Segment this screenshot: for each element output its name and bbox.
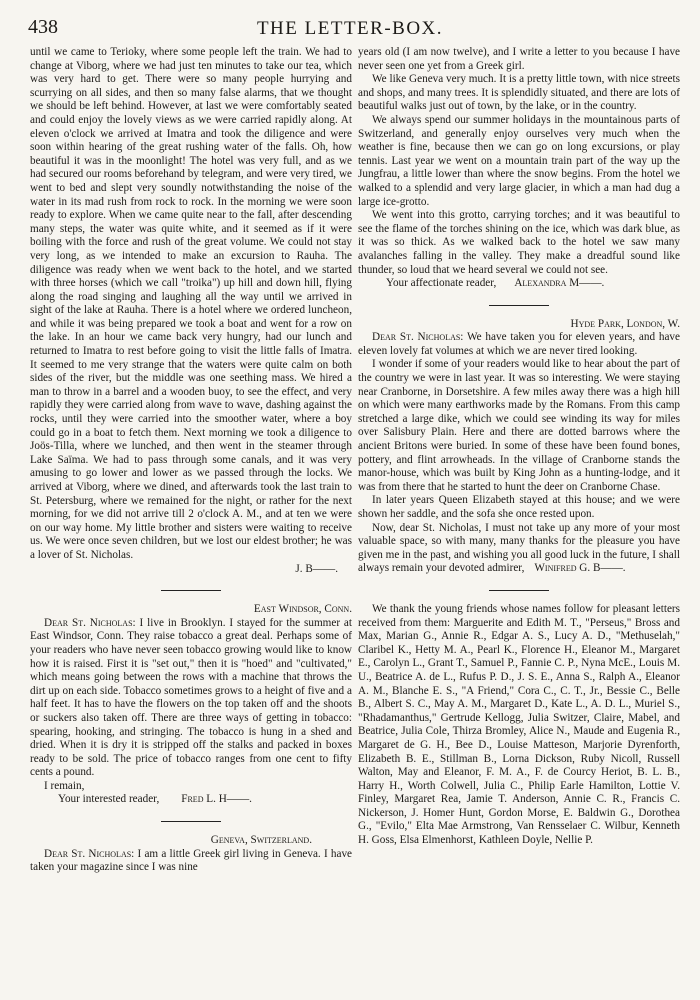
letter-body-text: I live in Brooklyn. I stayed for the summer at East Windsor, Conn. They raise tobacco a great deal. Perhaps some of your readers who have never seen tobacco growing would like to know how it is raised. First it is "set out," then it is "hoed" and "cultivated," which means going between the rows with a machine that throws the dirt up on each side. Tobacco sometimes grows to a height of five and a half feet. It has to have the flowers on the top taken off and the shoots or suckers also taken off. There are three ways of getting in tobacco: spearing, hooking, and stringing. The tobacco is hung in a shed and dried. When it is dry it is stripped off the stalks and packed in boxes ready to be sold. The price of tobacco ranges from one cent to fifty cents a pound.	[30, 616, 353, 779]
letter-salutation: Dear St. Nicholas:	[44, 847, 135, 860]
section-divider	[489, 590, 549, 591]
running-title: THE LETTER-BOX.	[256, 18, 444, 39]
letter-signature: Winifred G. B——.	[534, 562, 626, 575]
letter-continuation-text: years old (I am now twelve), and I write a letter to you because I have never seen one yet from a Greek girl.	[358, 46, 680, 72]
letter-place: Hyde Park, London, W.	[570, 317, 680, 330]
letter-salutation: Dear St. Nicholas:	[372, 331, 464, 344]
closing-text: Your affectionate reader,	[386, 277, 497, 290]
letter-paragraph: We like Geneva very much. It is a pretty little town, with nice streets and shops, and many trees. It is splendidly situated, and there are lots of beautiful walks just out of town, by the lake, or in the country.	[358, 73, 680, 113]
letter-remain: I remain,	[44, 779, 85, 792]
letter-signature: Alexandra M——.	[514, 277, 605, 290]
letter-body	[30, 617, 352, 780]
letter-body-text: We have taken you for eleven years, and have eleven lovely fat volumes at which we are never tired looking.	[358, 331, 680, 357]
letter-continuation-text: until we came to Terioky, where some people left the train. We had to change at Viborg, where we had just ten minutes to take our tea, which was very hard to get. There were so many people hurrying and scurrying on all sides, and then so many false alarms, that we thought we should be left behind. However, at last we were comfortably seated and could enjoy the lovely views as we were carried rapidly along. At eleven o'clock we arrived at Imatra and took the diligence and were soon within hearing of the great rushing water of the falls. Oh, how beautiful it was in the moonlight! The hotel was very full, and as we had secured our rooms beforehand by telegram, and were very tired, we went to bed and slept very soundly notwithstanding the noise of the water in its mad rush from rock to rock. In the morning we were soon ready to explore. When we came quite near to the fall, after descending many steps, the water was quite white, and it seemed as if it were boiling with the force and rush of the great volume. We could not stay very long, as we intended to make an excursion to Rauha. The diligence was ready when we went back to the hotel, and we started with three horses (which we call "troika") up hill and down hill, flying along the road singing and laughing all the way until we arrived in sight of the lake at Rauha. There is a hotel where we ordered luncheon, and while it was being prepared we took a boat and went for a row on the lake. In an hour we came back very hungry, had our lunch and returned to Imatra to rest before going to visit the little falls of Imatra. It seemed to me very strange that the waters were quite calm on both sides of the river, but the middle was one seething mass. We hired a man to throw in a barrel and a wooden buoy, to see the effect, and very rapidly they were carried along from wave to wave, dashing against the rocks, until they were carried into the smoother water, where a boy could go in a boat to fetch them. Next morning we took a diligence to Joös-Tilla, where we lunched, and then went in the steamer through Lake Saïma. We had to pass through some canals, and it was very amusing to go lower and lower as we passed through the locks. We arrived at Viborg, where we dined, and afterwards took the last train to St. Petersburg, where we remained for the night, or rather for the next morning, for we did not arrive till 2 o'clock A. M., and at ten we were on our way home. My little brother and sisters were waiting to receive us. We were once seven children, but we lost our eldest brother; he was a lover of St. Nicholas.	[30, 46, 352, 561]
page-header	[28, 16, 672, 46]
letter-paragraph	[358, 522, 680, 576]
right-column	[358, 46, 680, 848]
letter-place: East Windsor, Conn.	[253, 603, 352, 616]
page-number: 438	[28, 16, 58, 38]
letter-body	[358, 331, 680, 358]
letter-place: Geneva, Switzerland.	[210, 834, 312, 847]
letter-paragraph: We always spend our summer holidays in the mountainous parts of Switzerland, and generally enjoy ourselves very much when the weather is fine, because then we can go on long excursions, or play tennis. Last year we went on a mountain train part of the way up the Jungfrau, a little lower than where the snow begins. From the hotel we walked to a splendid and very large glacier, in which a man had dug a large ice-grotto.	[358, 113, 680, 208]
section-divider	[161, 590, 221, 591]
left-column	[30, 46, 352, 875]
letter-paragraph: In later years Queen Elizabeth stayed at this house; and we were shown her saddle, and the sofa she once rested upon.	[358, 494, 680, 520]
thanks-list: We thank the young friends whose names follow for pleasant letters received from them: Marguerite and Edith M. T., "Perseus," Bross and Max, Marian G., Annie R., Edgar A. S., Lucy A. D., "Methuselah," Claribel K., Hetty M. A., Pearl K., Florence H., Eleanor M., Margaret E., Carolyn L., Grant T., Samuel P., Fannie C. P., Nyna McE., Louis M. U., Beatrice A. de L., Rufus P. D., J. S. E., Anna S., Ralph A., Eleanor A. M., Blanche E. S., "A Friend," Cora C., C. T., Jr., Bessie C., Belle B., Albert S. C., May A. M., Margaret D., Kate L., A. D. L., Muriel S., "Rhadamanthus," Gertrude Kellogg, Julia Switzer, Claire, Mabel, and Beatrice, Julia Cole, Thirza Bromley, Alice N., Maude and Eugenia R., Margaret de G. H., Bee D., Louise Matteson, Marjorie Dyrenforth, Elizabeth B. E., Stillman B., Lorna Dickson, Ruby Nicoll, Russell Walton, May and Eleanor, F. M. A., F. de Courcy Heriot, B. L. B., Harry H., Worth Colwell, Julia C., Philip Earle Hamilton, Lottie V. Finley, Margaret Rea, Jamie T. Anderson, Annie C. R., Francis C. Nickerson, J. Homer Hunt, Gordon Morse, E. Baldwin G., Dorothea G., "Evilo," Elta Mae Armstrong, Van Rensselaer C. Wilbur, Kenneth H. Goss, Elsa Elmenhorst, Kathleen Doyle, Nellie P.	[358, 602, 680, 847]
closing-text: Your interested reader,	[58, 793, 160, 806]
letter-paragraph-text: Now, dear St. Nicholas, I must not take up any more of your most valuable space, so with many, many thanks for the pleasure you have given me in the past, and wishing you all good luck in the future, I shall always remain your devoted admirer,	[358, 521, 680, 575]
letter-signature: Fred L. H——.	[181, 793, 252, 806]
letter-closing	[358, 277, 680, 291]
section-divider	[489, 305, 549, 306]
letter-paragraph: We went into this grotto, carrying torches; and it was beautiful to see the flame of the torches shining on the ice, which was dark blue, as it was so thick. As we walked back to the hotel we saw many avalanches falling in the valley. They make a dreadful sound like thunder, so loud that we heard several we could not see.	[358, 209, 680, 276]
letter-salutation: Dear St. Nicholas:	[44, 616, 136, 629]
letter-paragraph: I wonder if some of your readers would like to hear about the part of the country we were in last year. It was so interesting. We were staying near Cranborne, in Dorsetshire. A few miles away there was a high hill on which were many earthworks made by the Romans. From this camp stretched a large dike, which we could see winding its way for miles over Salisbury Plain. Here and there are dotted barrows where the ancient Britons were buried. In some of these have been found bones, pottery, and flint arrowheads. In the village of Cranborne stands the manor-house, which was built by King John as a hunting-lodge, and it was from there that he started to hunt the deer on Cranborne Chase.	[358, 358, 680, 493]
letter-body	[30, 848, 352, 875]
letter-signature: J. B——.	[295, 562, 338, 575]
section-divider	[161, 821, 221, 822]
letter-closing	[30, 793, 352, 807]
letter-body-text: I am a little Greek girl living in Geneva. I have taken your magazine since I was nine	[30, 847, 353, 874]
